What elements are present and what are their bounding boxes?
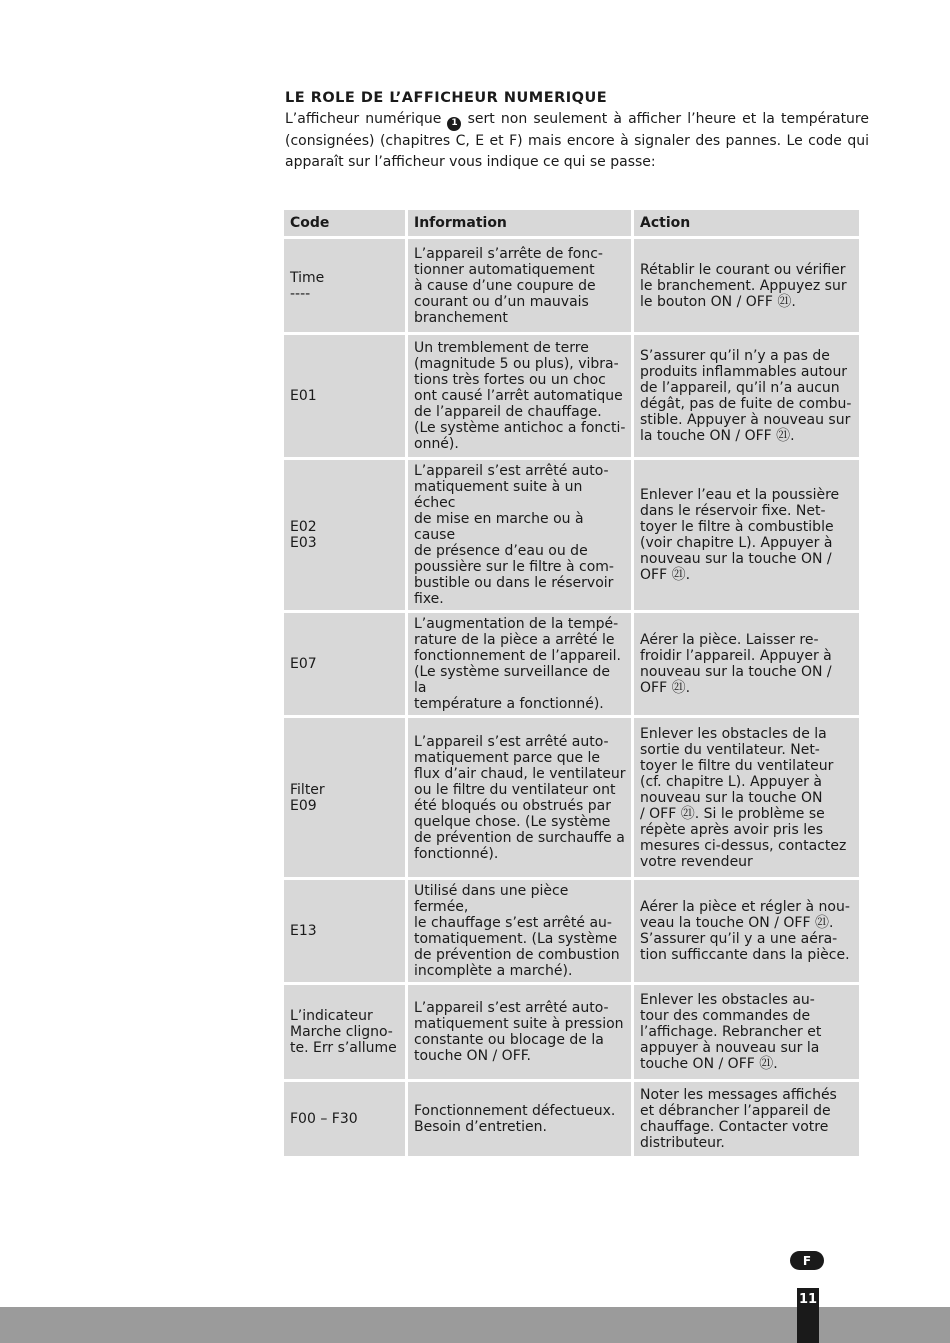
code-cell: E13 xyxy=(284,880,405,982)
information-cell: L’augmentation de la tempé- rature de la pièce a arrêté le fonctionnement de l’appareil. (Le système surveillance de la température a fonctionné). xyxy=(408,613,631,715)
intro-text-start: L’afficheur numérique xyxy=(285,111,448,127)
table-row xyxy=(284,460,859,610)
table-row xyxy=(284,335,859,457)
column-header-action: Action xyxy=(634,210,859,236)
language-badge: F xyxy=(790,1251,824,1270)
code-cell: L’indicateur Marche cligno- te. Err s’allume xyxy=(284,985,405,1079)
action-cell: S’assurer qu’il n’y a pas de produits inflammables autour de l’appareil, qu’il n’a aucun dégât, pas de fuite de combu- stible. Appuyer à nouveau sur la touche ON / OFF ㉑. xyxy=(634,335,859,457)
table-row xyxy=(284,1082,859,1156)
information-cell: L’appareil s’arrête de fonc- tionner automatiquement à cause d’une coupure de courant ou d’un mauvais branchement xyxy=(408,239,631,332)
action-cell: Enlever les obstacles de la sortie du ventilateur. Net- toyer le filtre du ventilateur (cf. chapitre L). Appuyer à nouveau sur la touche ON / OFF ㉑. Si le problème se répète après avoir pris les mesures ci-dessus, contactez votre revendeur xyxy=(634,718,859,877)
table-row xyxy=(284,239,859,332)
code-cell: E02 E03 xyxy=(284,460,405,610)
column-header-information: Information xyxy=(408,210,631,236)
information-cell: Un tremblement de terre (magnitude 5 ou plus), vibra- tions très fortes ou un choc ont causé l’arrêt automatique de l’appareil de chauffage. (Le système antichoc a foncti- onné). xyxy=(408,335,631,457)
table-row xyxy=(284,880,859,982)
information-cell: L’appareil s’est arrêté auto- matiquement parce que le flux d’air chaud, le ventilateur ou le filtre du ventilateur ont été bloqués ou obstrués par quelque chose. (Le système de prévention de surchauffe a fonctionné). xyxy=(408,718,631,877)
action-cell: Enlever l’eau et la poussière dans le réservoir fixe. Net- toyer le filtre à combustible (voir chapitre L). Appuyer à nouveau sur la touche ON / OFF ㉑. xyxy=(634,460,859,610)
code-cell: Time ---- xyxy=(284,239,405,332)
code-cell: E07 xyxy=(284,613,405,715)
intro-paragraph xyxy=(285,109,869,173)
code-cell: E01 xyxy=(284,335,405,457)
table-row xyxy=(284,985,859,1079)
action-cell: Aérer la pièce. Laisser re- froidir l’appareil. Appuyer à nouveau sur la touche ON / OFF ㉑. xyxy=(634,613,859,715)
action-cell: Rétablir le courant ou vérifier le branchement. Appuyez sur le bouton ON / OFF ㉑. xyxy=(634,239,859,332)
code-cell: Filter E09 xyxy=(284,718,405,877)
table-row xyxy=(284,718,859,877)
intro-text-end: sert non seulement à afficher l’heure et la température (consignées) (chapitres C, E et F) mais encore à signaler des pannes. Le code qui apparaît sur l’afficheur vous indique ce qui se passe: xyxy=(285,111,869,170)
table-row xyxy=(284,613,859,715)
information-cell: L’appareil s’est arrêté auto- matiquement suite à pression constante ou blocage de la touche ON / OFF. xyxy=(408,985,631,1079)
action-cell: Aérer la pièce et régler à nou- veau la touche ON / OFF ㉑. S’assurer qu’il y a une aéra- tion sufficcante dans la pièce. xyxy=(634,880,859,982)
error-code-table xyxy=(281,207,862,1159)
code-cell: F00 – F30 xyxy=(284,1082,405,1156)
action-cell: Noter les messages affichés et débrancher l’appareil de chauffage. Contacter votre distributeur. xyxy=(634,1082,859,1156)
table-header-row xyxy=(284,210,859,236)
page-number: 11 xyxy=(797,1288,819,1343)
action-cell: Enlever les obstacles au- tour des commandes de l’affichage. Rebrancher et appuyer à nouveau sur la touche ON / OFF ㉑. xyxy=(634,985,859,1079)
information-cell: Fonctionnement défectueux. Besoin d’entretien. xyxy=(408,1082,631,1156)
information-cell: Utilisé dans une pièce fermée, le chauffage s’est arrêté au- tomatiquement. (La système de prévention de combustion incomplète a marché). xyxy=(408,880,631,982)
section-title: LE ROLE DE L’AFFICHEUR NUMERIQUE xyxy=(285,90,608,106)
display-number-icon: 1 xyxy=(447,117,461,131)
column-header-code: Code xyxy=(284,210,405,236)
information-cell: L’appareil s’est arrêté auto- matiquement suite à un échec de mise en marche ou à cause de présence d’eau ou de poussière sur le filtre à com- bustible ou dans le réservoir fixe. xyxy=(408,460,631,610)
